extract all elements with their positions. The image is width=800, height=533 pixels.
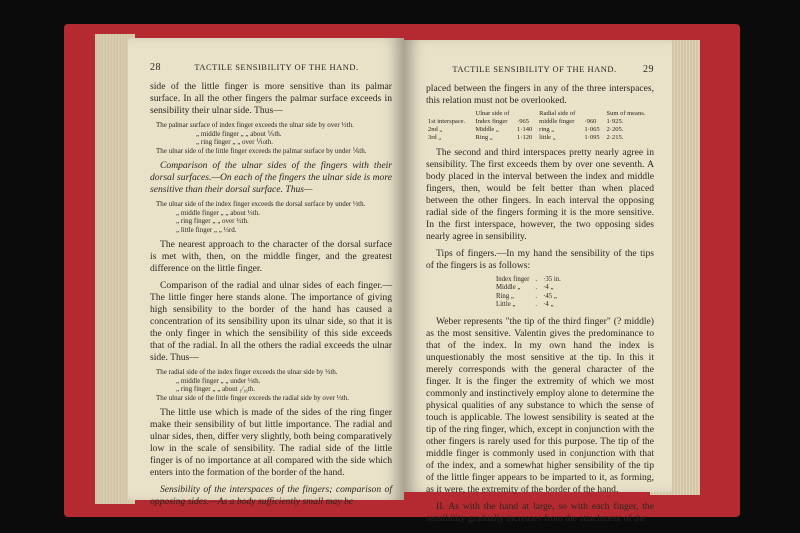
radial-comparison — [156, 368, 392, 402]
tips-cell: ·45 „ — [543, 292, 557, 300]
left-paragraph-3: The nearest approach to the character of the dorsal surface is met with, then, on the middle finger, and the greatest difference on the little finger. — [150, 239, 392, 274]
table-row — [426, 134, 654, 142]
table-cell: 1·120 — [517, 134, 533, 141]
radial-line: „ ring finger „ „ about ₁⁄₁₆th. — [176, 385, 256, 393]
left-page — [128, 38, 404, 507]
tips-cell: . — [535, 292, 538, 300]
tips-cell: Index finger — [496, 276, 530, 283]
palmar-line: The palmar surface of index finger exceeds the ulnar side by over ⅓th. — [156, 121, 354, 129]
table-row — [426, 126, 654, 134]
table-cell: Ring „ — [475, 134, 493, 141]
table-cell: 2·215. — [606, 134, 624, 141]
right-paragraph-5: II. As with the hand at large, so with each finger, the sensibility gradually increases from the attachment of the — [426, 500, 654, 524]
palmar-comparison — [156, 121, 392, 155]
tips-table — [496, 276, 567, 310]
right-paragraph-3: Tips of fingers.—In my hand the sensibility of the tips of the fingers is as follows: — [426, 248, 654, 271]
tips-cell: Little „ — [496, 301, 516, 309]
tips-row — [496, 293, 567, 301]
table-header: Sum of means. — [606, 110, 646, 117]
table-cell: 3rd „ — [428, 134, 442, 141]
left-paragraph-1: side of the little finger is more sensitive than its palmar surface. In all the other fingers the palmar surface exceeds in sensibility their ulnar side. Thus— — [150, 81, 392, 116]
tips-row — [496, 276, 567, 284]
table-row — [426, 118, 654, 126]
right-page — [404, 40, 672, 524]
table-cell: 1·925. — [606, 118, 624, 125]
tips-row — [496, 301, 567, 309]
table-header: Radial side of — [539, 110, 576, 117]
right-running-head — [426, 64, 654, 75]
table-cell: Index finger — [475, 118, 508, 125]
table-cell: little „ — [539, 134, 556, 141]
dorsal-line: „ little finger „ „ ⅓rd. — [176, 225, 237, 234]
table-cell: middle finger — [539, 118, 575, 125]
table-cell: 1·140 — [517, 126, 533, 133]
right-paragraph-2: The second and third interspaces pretty nearly agree in sensibility. The first exceeds them by over one seventh. A body placed in the interval between the index and middle fingers, then, would be felt better than when placed between the other fingers. In each interval the opposing radial side of the fingers forming it is the more sensitive. In the first interspace, however, the two opposing sides nearly agree in sensibility. — [426, 147, 654, 242]
radial-line: The radial side of the index finger exceeds the ulnar side by ⅓th. — [156, 368, 338, 376]
tips-cell: ·4 „ — [543, 301, 554, 309]
tips-cell: . — [535, 284, 538, 292]
table-cell: 2nd „ — [428, 126, 443, 133]
dorsal-line: The ulnar side of the index finger exceeds the dorsal surface by under ⅓th. — [156, 200, 366, 208]
right-paragraph-1: placed between the fingers in any of the three interspaces, this relation must not be overlooked. — [426, 83, 654, 106]
right-page-number: 29 — [642, 64, 654, 75]
table-header-row — [426, 110, 654, 118]
table-cell: 1·065 — [584, 126, 600, 133]
palmar-line: The ulnar side of the little finger exceeds the palmar surface by under ⅙th. — [156, 146, 367, 155]
tips-row — [496, 284, 567, 292]
interspace-table — [426, 110, 654, 142]
left-page-number: 28 — [150, 62, 161, 73]
table-cell: Middle „ — [475, 126, 499, 133]
left-paragraph-5: The little use which is made of the sides of the ring finger make their sensibility of but little importance. The radial and ulnar sides, then, differ very slightly, both being comparatively low in the scale of sensibility. The radial side of the little finger is of no importance at all compared with the side which enters into the formation of the border of the hand. — [150, 407, 392, 478]
palmar-line: „ middle finger „ „ about ⅕th. — [196, 129, 282, 138]
tips-cell: Ring „ — [496, 292, 514, 300]
left-paragraph-4: Comparison of the radial and ulnar sides of each finger.— The little finger here stands alone. The importance of giving high sensibility to the border of the hand has caused a concentration of its sensibility upon its ulnar side, so that it is the only finger in which the sensibility of this side exceeds that of the radial. In all the others the radial exceeds the ulnar side. Thus— — [150, 280, 392, 363]
table-cell: 1·095 — [584, 134, 600, 141]
left-paragraph-6: Sensibility of the interspaces of the fingers; comparison of opposing sides.—As a body sufficiently small may be — [150, 484, 392, 507]
dorsal-line: „ middle finger „ „ about ⅓th. — [176, 208, 260, 217]
left-running-title: TACTILE SENSIBILITY OF THE HAND. — [194, 62, 359, 72]
right-paragraph-4: Weber represents "the tip of the third finger" (? middle) as the most sensitive. Valentin gives the predominance to that of the index. In my own hand the index is unquestionably the most sensitive at the tip. In this it merely corresponds with the general character of the finger. It is the finger the extremity of which we most commonly and instinctively employ alone to determine the physical qualities of any substance to which the sense of touch is applicable. The lowest sensibility is seated at the tip of the ring finger, which, except in conjunction with the other fingers is rarely used for this purpose. The tip of the middle finger is commonly used in conjunction with that of the index, and a somewhat higher sensibility of the tip of the little finger appears to be imparted to it, as forming, as it were, the extremity of the border of the hand. — [426, 315, 654, 495]
table-cell: 1st interspace. — [428, 118, 466, 125]
radial-line: „ middle finger „ „ under ⅓th. — [176, 376, 261, 385]
tips-cell: ·4 „ — [543, 284, 554, 292]
palmar-line: „ ring finger „ „ over ⅒th. — [196, 138, 274, 146]
dorsal-comparison — [156, 200, 392, 234]
radial-line: The ulnar side of the little finger exceeds the radial side by over ⅓th. — [156, 393, 350, 402]
table-cell: ·960 — [584, 118, 597, 125]
tips-cell: Middle „ — [496, 284, 521, 292]
left-running-head — [150, 62, 392, 73]
tips-cell: . — [535, 301, 538, 309]
table-cell: ring „ — [539, 126, 555, 133]
tips-cell: ·35 in. — [543, 276, 561, 283]
dorsal-line: „ ring finger „ „ over ½th. — [176, 217, 249, 225]
tips-cell: . — [535, 276, 538, 283]
table-cell: ·965 — [517, 118, 529, 125]
left-paragraph-2: Comparison of the ulnar sides of the fingers with their dorsal surfaces.—On each of the fingers the ulnar side is more sensitive than their dorsal surface. Thus— — [150, 160, 392, 195]
table-header: Ulnar side of — [475, 110, 510, 117]
table-cell: 2·205. — [606, 126, 624, 133]
right-running-title: TACTILE SENSIBILITY OF THE HAND. — [452, 64, 617, 74]
